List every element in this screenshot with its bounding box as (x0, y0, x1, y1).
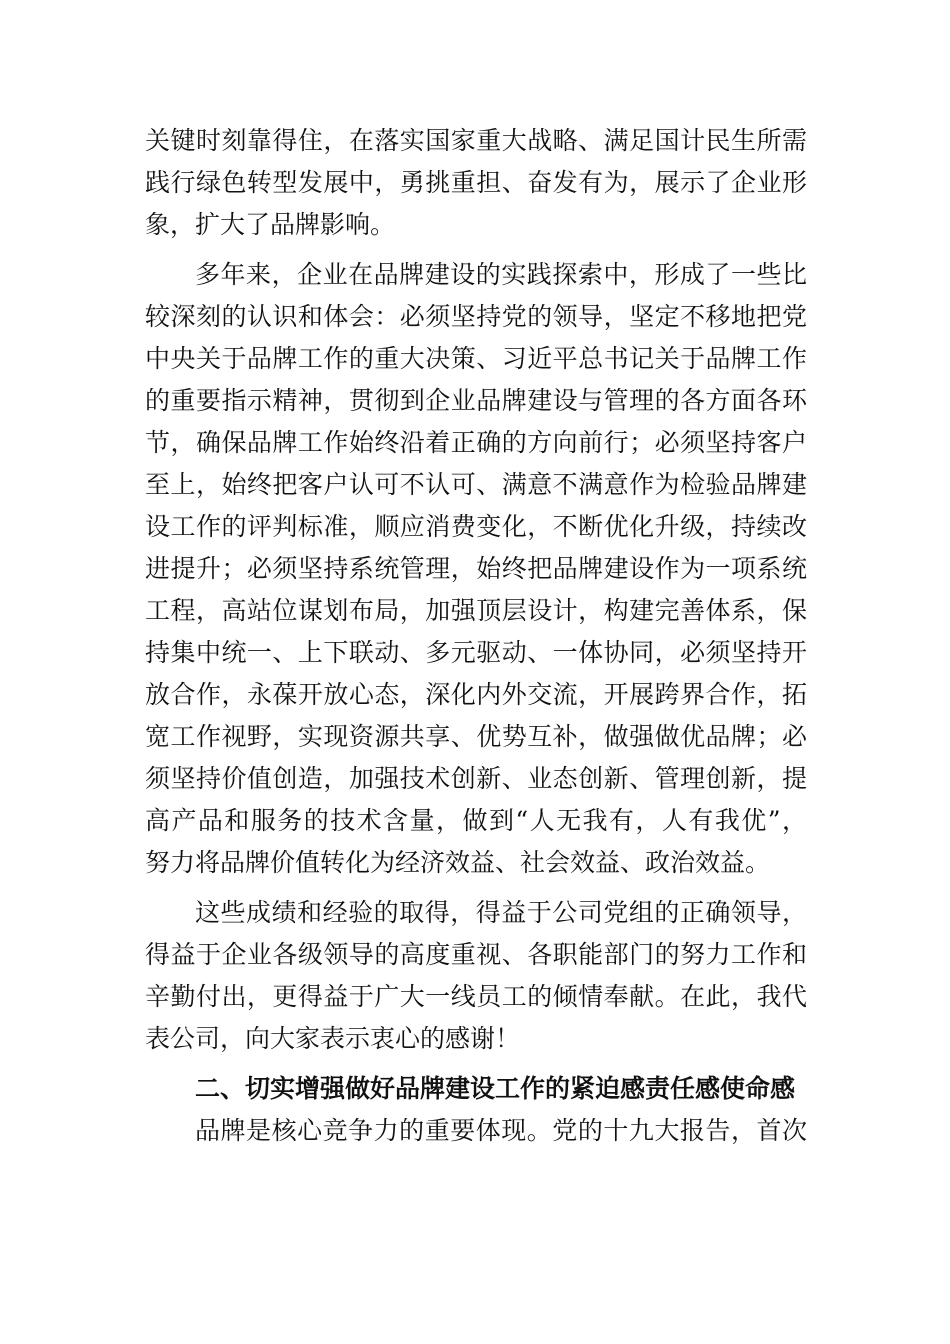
text-line: 的重要指示精神，贯彻到企业品牌建设与管理的各方面各环 (145, 386, 807, 415)
text-line: 高产品和服务的技术含量，做到“人无我有，人有我优”， (145, 806, 807, 835)
paragraph-4 (145, 1110, 807, 1152)
text-line: 象，扩大了品牌影响。 (145, 210, 396, 239)
text-line: 工程，高站位谋划布局，加强顶层设计，构建完善体系，保 (145, 596, 807, 625)
text-line: 践行绿色转型发展中，勇挑重担、奋发有为，展示了企业形 (145, 168, 807, 197)
text-line: 设工作的评判标准，顺应消费变化，不断优化升级，持续改 (145, 512, 807, 541)
paragraph-2 (145, 254, 807, 884)
text-line: 须坚持价值创造，加强技术创新、业态创新、管理创新，提 (145, 764, 807, 793)
text-line: 品牌是核心竞争力的重要体现。党的十九大报告，首次 (195, 1116, 807, 1145)
paragraph-1 (145, 120, 807, 246)
text-line: 多年来，企业在品牌建设的实践探索中，形成了一些比 (195, 260, 807, 289)
text-line: 中央关于品牌工作的重大决策、习近平总书记关于品牌工作 (145, 344, 807, 373)
text-line: 进提升；必须坚持系统管理，始终把品牌建设作为一项系统 (145, 554, 807, 583)
text-line: 持集中统一、上下联动、多元驱动、一体协同，必须坚持开 (145, 638, 807, 667)
text-line: 宽工作视野，实现资源共享、优势互补，做强做优品牌；必 (145, 722, 807, 751)
text-line: 较深刻的认识和体会：必须坚持党的领导，坚定不移地把党 (145, 302, 807, 331)
document-body (145, 120, 807, 1152)
text-line: 努力将品牌价值转化为经济效益、社会效益、政治效益。 (145, 848, 771, 877)
text-line: 表公司，向大家表示衷心的感谢！ (145, 1024, 521, 1053)
text-line: 节，确保品牌工作始终沿着正确的方向前行；必须坚持客户 (145, 428, 807, 457)
text-line: 放合作，永葆开放心态，深化内外交流，开展跨界合作，拓 (145, 680, 807, 709)
paragraph-3 (145, 892, 807, 1060)
text-line: 关键时刻靠得住，在落实国家重大战略、满足国计民生所需 (145, 126, 807, 155)
text-line: 至上，始终把客户认可不认可、满意不满意作为检验品牌建 (145, 470, 807, 499)
section-heading: 二、切实增强做好品牌建设工作的紧迫感责任感使命感 (195, 1074, 796, 1103)
text-line: 辛勤付出，更得益于广大一线员工的倾情奉献。在此，我代 (145, 982, 807, 1011)
text-line: 得益于企业各级领导的高度重视、各职能部门的努力工作和 (145, 940, 807, 969)
text-line: 这些成绩和经验的取得，得益于公司党组的正确领导， (195, 898, 807, 927)
